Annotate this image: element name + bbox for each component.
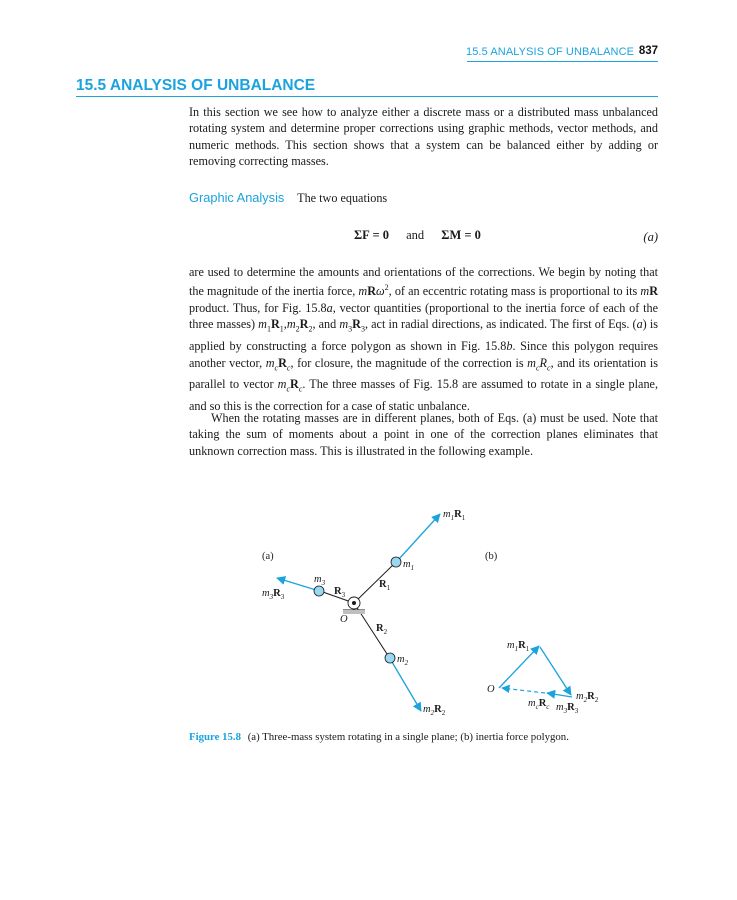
intro-paragraph: In this section we see how to analyze either a discrete mass or a distributed mass unbalanced rotating system and determine proper corrections using graphic methods, vector methods, and numeric methods. This section shows that a system can be balanced either by adding or removing correcting masses. <box>189 105 658 169</box>
link-r1 <box>354 563 395 603</box>
caption-number: Figure 15.8 <box>189 731 241 743</box>
label-mcrc: $m_cR_c$ <box>528 698 550 711</box>
label-m2r2-a: $m_2R_2$ <box>423 704 446 717</box>
label-m3r3-b: $m_3R_3$ <box>556 702 579 715</box>
label-m1r1-b: $m_1R_1$ <box>507 640 530 653</box>
p2-text-k: . The three masses of Fig. 15.8 are assumed to rotate in a single plane, and so this is the correction for a case of static unbalance. <box>189 377 658 414</box>
label-m1r1-a: $m_1R_1$ <box>443 509 466 522</box>
mass-m1 <box>391 557 401 567</box>
equation-and: and <box>406 228 425 242</box>
equation-body <box>354 228 481 243</box>
panel-b-label: (b) <box>485 551 498 562</box>
p2-text-h: . Since this polygon requires another vector, <box>189 339 658 370</box>
label-m3r3-a: $m_3R_3$ <box>262 588 285 601</box>
page-number: 837 <box>638 45 658 57</box>
force-polygon-paragraph: are used to determine the amounts and orientations of the corrections. We begin by noting that the magnitude of the inertia force, mRω$^2$, of an eccentric rotating mass is proportional to its mR product. Thus, for Fig. 15.8a, vector quantities (proportional to the inertia force of each of the three masses) $m_1R_1,m_2R_2$, and $m_3R_3$, act in radial directions, as indicated. The first of Eqs. (a) is applied by constructing a force polygon as shown in Fig. 15.8b. Since this polygon requires another vector, $m_cR_c$, for closure, the magnitude of the correction is $m_cR_c$, and its orientation is parallel to vector $m_cR_c$. The three masses of Fig. 15.8 are assumed to rotate in a single plane, and so this is the correction for a case of static unbalance. <box>189 265 658 414</box>
running-head-title: 15.5 ANALYSIS OF UNBALANCE <box>466 46 635 58</box>
equation-sum-moments: ΣM = 0 <box>441 228 481 242</box>
p2-text-e: , and <box>312 317 340 332</box>
label-o-a: O <box>340 614 348 625</box>
vector-mcrc <box>502 688 545 693</box>
moments-paragraph: When the rotating masses are in different planes, both of Eqs. (a) must be used. Note that taking the sum of moments about a point in one of the correction planes eliminates that unknown correction mass. This is illustrated in the following example. <box>189 411 658 458</box>
label-r3: $R_3$ <box>334 586 346 599</box>
label-o-b: O <box>487 684 495 695</box>
label-r2: $R_2$ <box>376 623 388 636</box>
p2-text-d: , vector quantities (proportional to the inertia force of each of the three masses) <box>189 300 658 332</box>
figure-caption <box>189 731 658 743</box>
p2-text-b: , of an eccentric rotating mass is proportional to its <box>388 284 641 299</box>
graphic-analysis-subhead: Graphic Analysis <box>189 190 285 205</box>
graphic-analysis-lead: The two equations <box>297 191 388 205</box>
section-heading: 15.5 ANALYSIS OF UNBALANCE <box>76 77 316 94</box>
running-head-rule <box>467 61 658 62</box>
label-m2: $m_2$ <box>397 654 409 667</box>
pivot-center <box>352 601 356 605</box>
vector-m2r2-a <box>392 662 421 711</box>
equation-a <box>189 226 658 248</box>
caption-text: (a) Three-mass system rotating in a single plane; (b) inertia force polygon. <box>247 731 569 743</box>
vector-m1r1-a <box>399 514 440 559</box>
figure-15-8 <box>0 490 737 720</box>
graphic-analysis-line <box>189 190 658 208</box>
p2-text-f: , act in radial directions, as indicated. The first of Eqs. ( <box>364 317 637 332</box>
p2-text-j: , and its orientation is parallel to vector <box>189 355 658 392</box>
vector-m1r1-b <box>499 646 539 688</box>
figure-diagram <box>0 490 737 720</box>
p2-text-c: product. Thus, for Fig. 15.8 <box>189 300 327 315</box>
section-heading-rule <box>76 96 658 97</box>
p2-text-a: are used to determine the amounts and orientations of the corrections. We begin by noting that the magnitude of the inertia force, <box>189 265 658 299</box>
p2-text-i: , for closure, the magnitude of the correction is <box>290 355 528 370</box>
mass-m2 <box>385 653 395 663</box>
running-head <box>440 44 658 62</box>
label-m3: $m_3$ <box>314 574 326 587</box>
equation-sum-forces: ΣF = 0 <box>354 228 389 242</box>
vector-m3r3-b <box>547 693 572 697</box>
mass-m3 <box>314 586 324 596</box>
p2-text-g: ) is applied by constructing a force polygon as shown in Fig. 15.8 <box>189 317 658 354</box>
equation-label: (a) <box>643 230 658 244</box>
vector-m3r3-a <box>277 578 316 590</box>
label-r1: $R_1$ <box>379 579 391 592</box>
vector-m2r2-b <box>540 647 571 695</box>
label-m1: $m_1$ <box>403 559 415 572</box>
panel-a-label: (a) <box>262 551 274 562</box>
label-m2r2-b: $m_2R_2$ <box>576 691 599 704</box>
